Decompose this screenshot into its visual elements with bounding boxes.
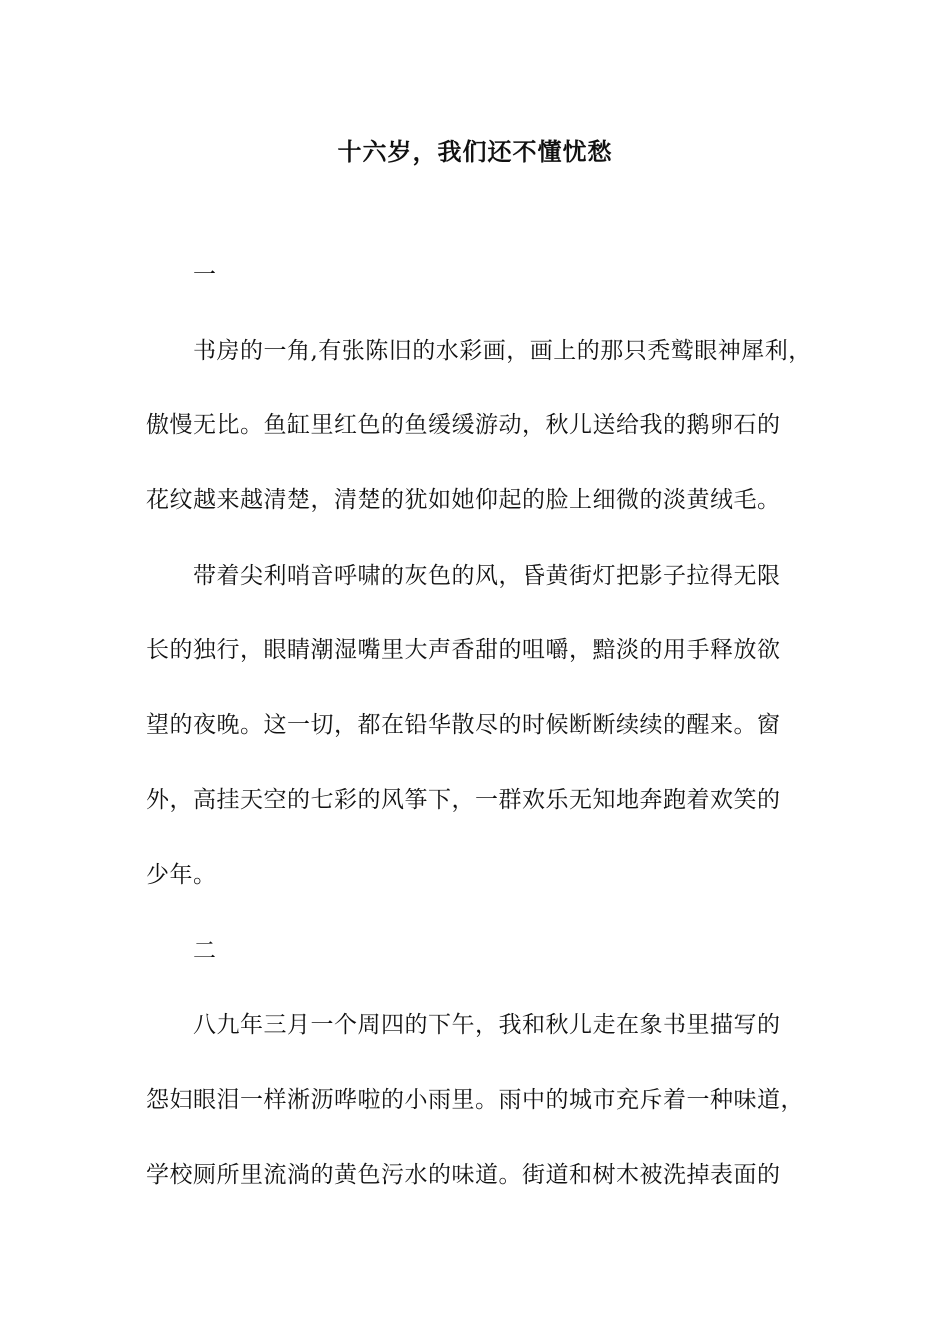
paragraph-line: 傲慢无比。鱼缸里红色的鱼缓缓游动，秋儿送给我的鹅卵石的 [146, 412, 781, 438]
paragraph-line: 外，高挂天空的七彩的风筝下，一群欢乐无知地奔跑着欢笑的 [146, 787, 781, 813]
paragraph-line: 花纹越来越清楚，清楚的犹如她仰起的脸上细微的淡黄绒毛。 [146, 487, 781, 513]
paragraph-line: 怨妇眼泪一样淅沥哗啦的小雨里。雨中的城市充斥着一种味道， [146, 1087, 804, 1113]
paragraph-line: 学校厕所里流淌的黄色污水的味道。街道和树木被洗掉表面的 [146, 1162, 781, 1188]
paragraph-line: 长的独行，眼睛潮湿嘴里大声香甜的咀嚼，黯淡的用手释放欲 [146, 637, 781, 663]
paragraph-line: 带着尖利哨音呼啸的灰色的风，昏黄街灯把影子拉得无限 [193, 563, 781, 589]
paragraph-line: 八九年三月一个周四的下午，我和秋儿走在象书里描写的 [193, 1012, 781, 1038]
section-heading-1: 一 [193, 262, 217, 288]
paragraph-line: 望的夜晚。这一切，都在铅华散尽的时候断断续续的醒来。窗 [146, 712, 781, 738]
document-title: 十六岁，我们还不懂忧愁 [337, 137, 613, 166]
paragraph-line: 书房的一角,有张陈旧的水彩画，画上的那只秃鹫眼神犀利， [193, 338, 812, 364]
section-heading-2: 二 [193, 938, 217, 964]
paragraph-line: 少年。 [146, 862, 217, 888]
